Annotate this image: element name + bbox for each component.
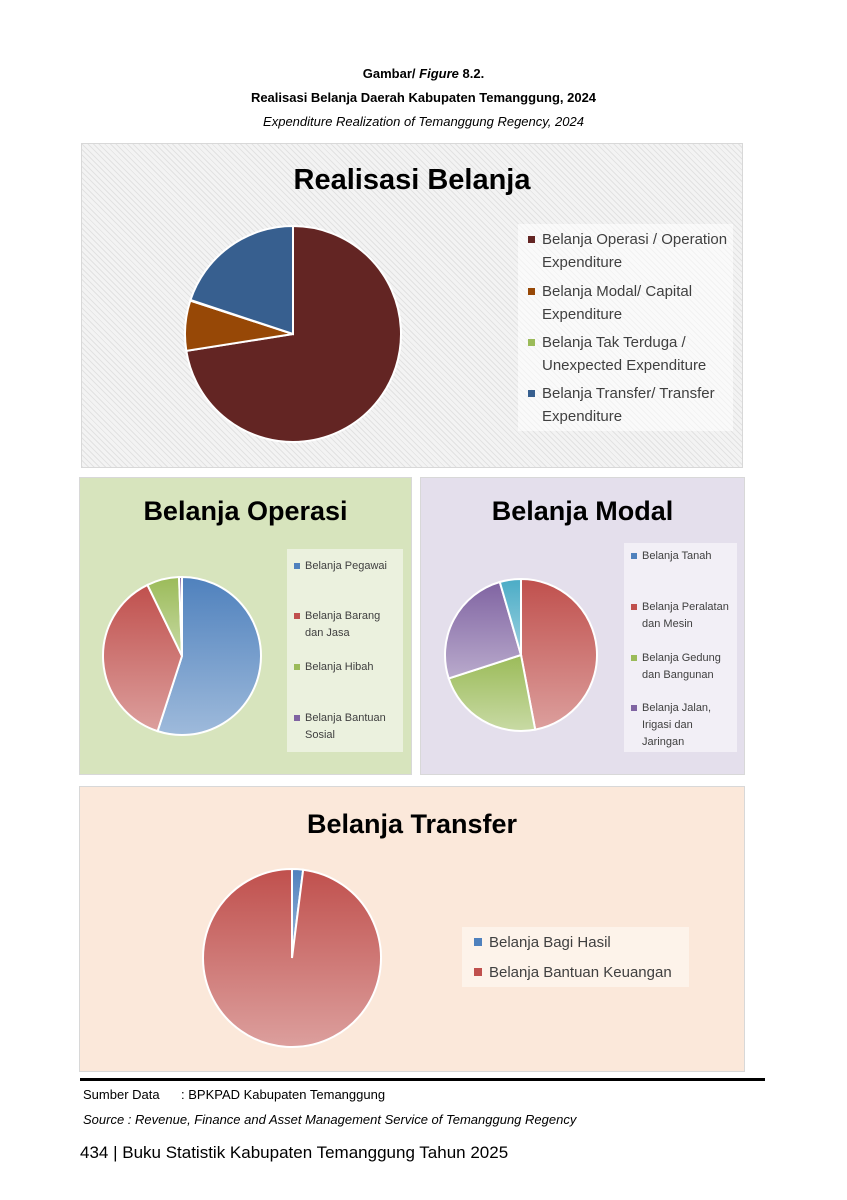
legend-swatch xyxy=(528,288,535,295)
pie-slice xyxy=(203,869,381,1047)
legend-swatch xyxy=(474,968,482,976)
pie-chart-realisasi-belanja xyxy=(183,224,403,444)
legend-swatch xyxy=(528,339,535,346)
chart-title: Belanja Modal xyxy=(491,496,674,526)
legend-label: Belanja Tanah xyxy=(642,550,712,562)
legend-label: Belanja Gedung dan Bangunan xyxy=(642,652,721,681)
legend-label: Belanja Modal/ Capital Expenditure xyxy=(542,283,693,323)
figure-subtitle: Expenditure Realization of Temanggung Regency, 2024 xyxy=(263,114,584,129)
legend-label: Belanja Hibah xyxy=(305,661,374,673)
source-note xyxy=(83,1087,385,1102)
legend-swatch xyxy=(528,390,535,397)
legend-label: Belanja Operasi / Operation Expenditure xyxy=(542,231,728,271)
legend-swatch xyxy=(631,655,637,661)
chart-legend xyxy=(287,549,403,752)
chart-legend xyxy=(624,543,737,752)
figure-title: Realisasi Belanja Daerah Kabupaten Temanggung, 2024 xyxy=(250,90,597,105)
legend-label: Belanja Transfer/ Transfer Expenditure xyxy=(542,385,715,425)
chart-legend xyxy=(462,927,689,987)
legend-label: Belanja Bagi Hasil xyxy=(489,934,611,951)
legend-label: Belanja Barang dan Jasa xyxy=(305,610,381,639)
chart-title: Realisasi Belanja xyxy=(293,164,531,196)
source-value: : BPKPAD Kabupaten Temanggung xyxy=(181,1087,386,1102)
source-divider xyxy=(80,1078,765,1081)
legend-swatch xyxy=(474,938,482,946)
source-label: Sumber Data xyxy=(83,1087,160,1102)
legend-label: Belanja Tak Terduga / Unexpected Expenditure xyxy=(542,334,707,374)
pie-slice xyxy=(521,579,597,730)
legend-swatch xyxy=(528,236,535,243)
legend-swatch xyxy=(294,613,300,619)
legend-label: Belanja Bantuan Sosial xyxy=(305,712,386,741)
legend-label: Belanja Pegawai xyxy=(305,560,387,572)
chart-legend xyxy=(518,224,733,431)
legend-swatch xyxy=(294,664,300,670)
legend-swatch xyxy=(631,553,637,559)
legend-label: Belanja Bantuan Keuangan xyxy=(489,964,672,981)
pie-chart-belanja-transfer xyxy=(201,867,383,1049)
source-note-english: Source : Revenue, Finance and Asset Management Service of Temanggung Regency xyxy=(83,1112,577,1127)
page-footer: 434 | Buku Statistik Kabupaten Temanggung Tahun 2025 xyxy=(80,1143,509,1162)
pie-chart-belanja-operasi xyxy=(101,575,263,737)
legend-label: Belanja Peralatan dan Mesin xyxy=(642,601,729,630)
chart-title: Belanja Operasi xyxy=(143,496,348,526)
legend-label: Belanja Jalan, Irigasi dan Jaringan xyxy=(642,702,712,748)
legend-swatch xyxy=(631,604,637,610)
legend-swatch xyxy=(294,715,300,721)
chart-title: Belanja Transfer xyxy=(306,809,518,839)
legend-swatch xyxy=(631,705,637,711)
figure-number: Gambar/ Figure 8.2. xyxy=(362,66,485,81)
legend-swatch xyxy=(294,563,300,569)
pie-chart-belanja-modal xyxy=(443,577,599,733)
